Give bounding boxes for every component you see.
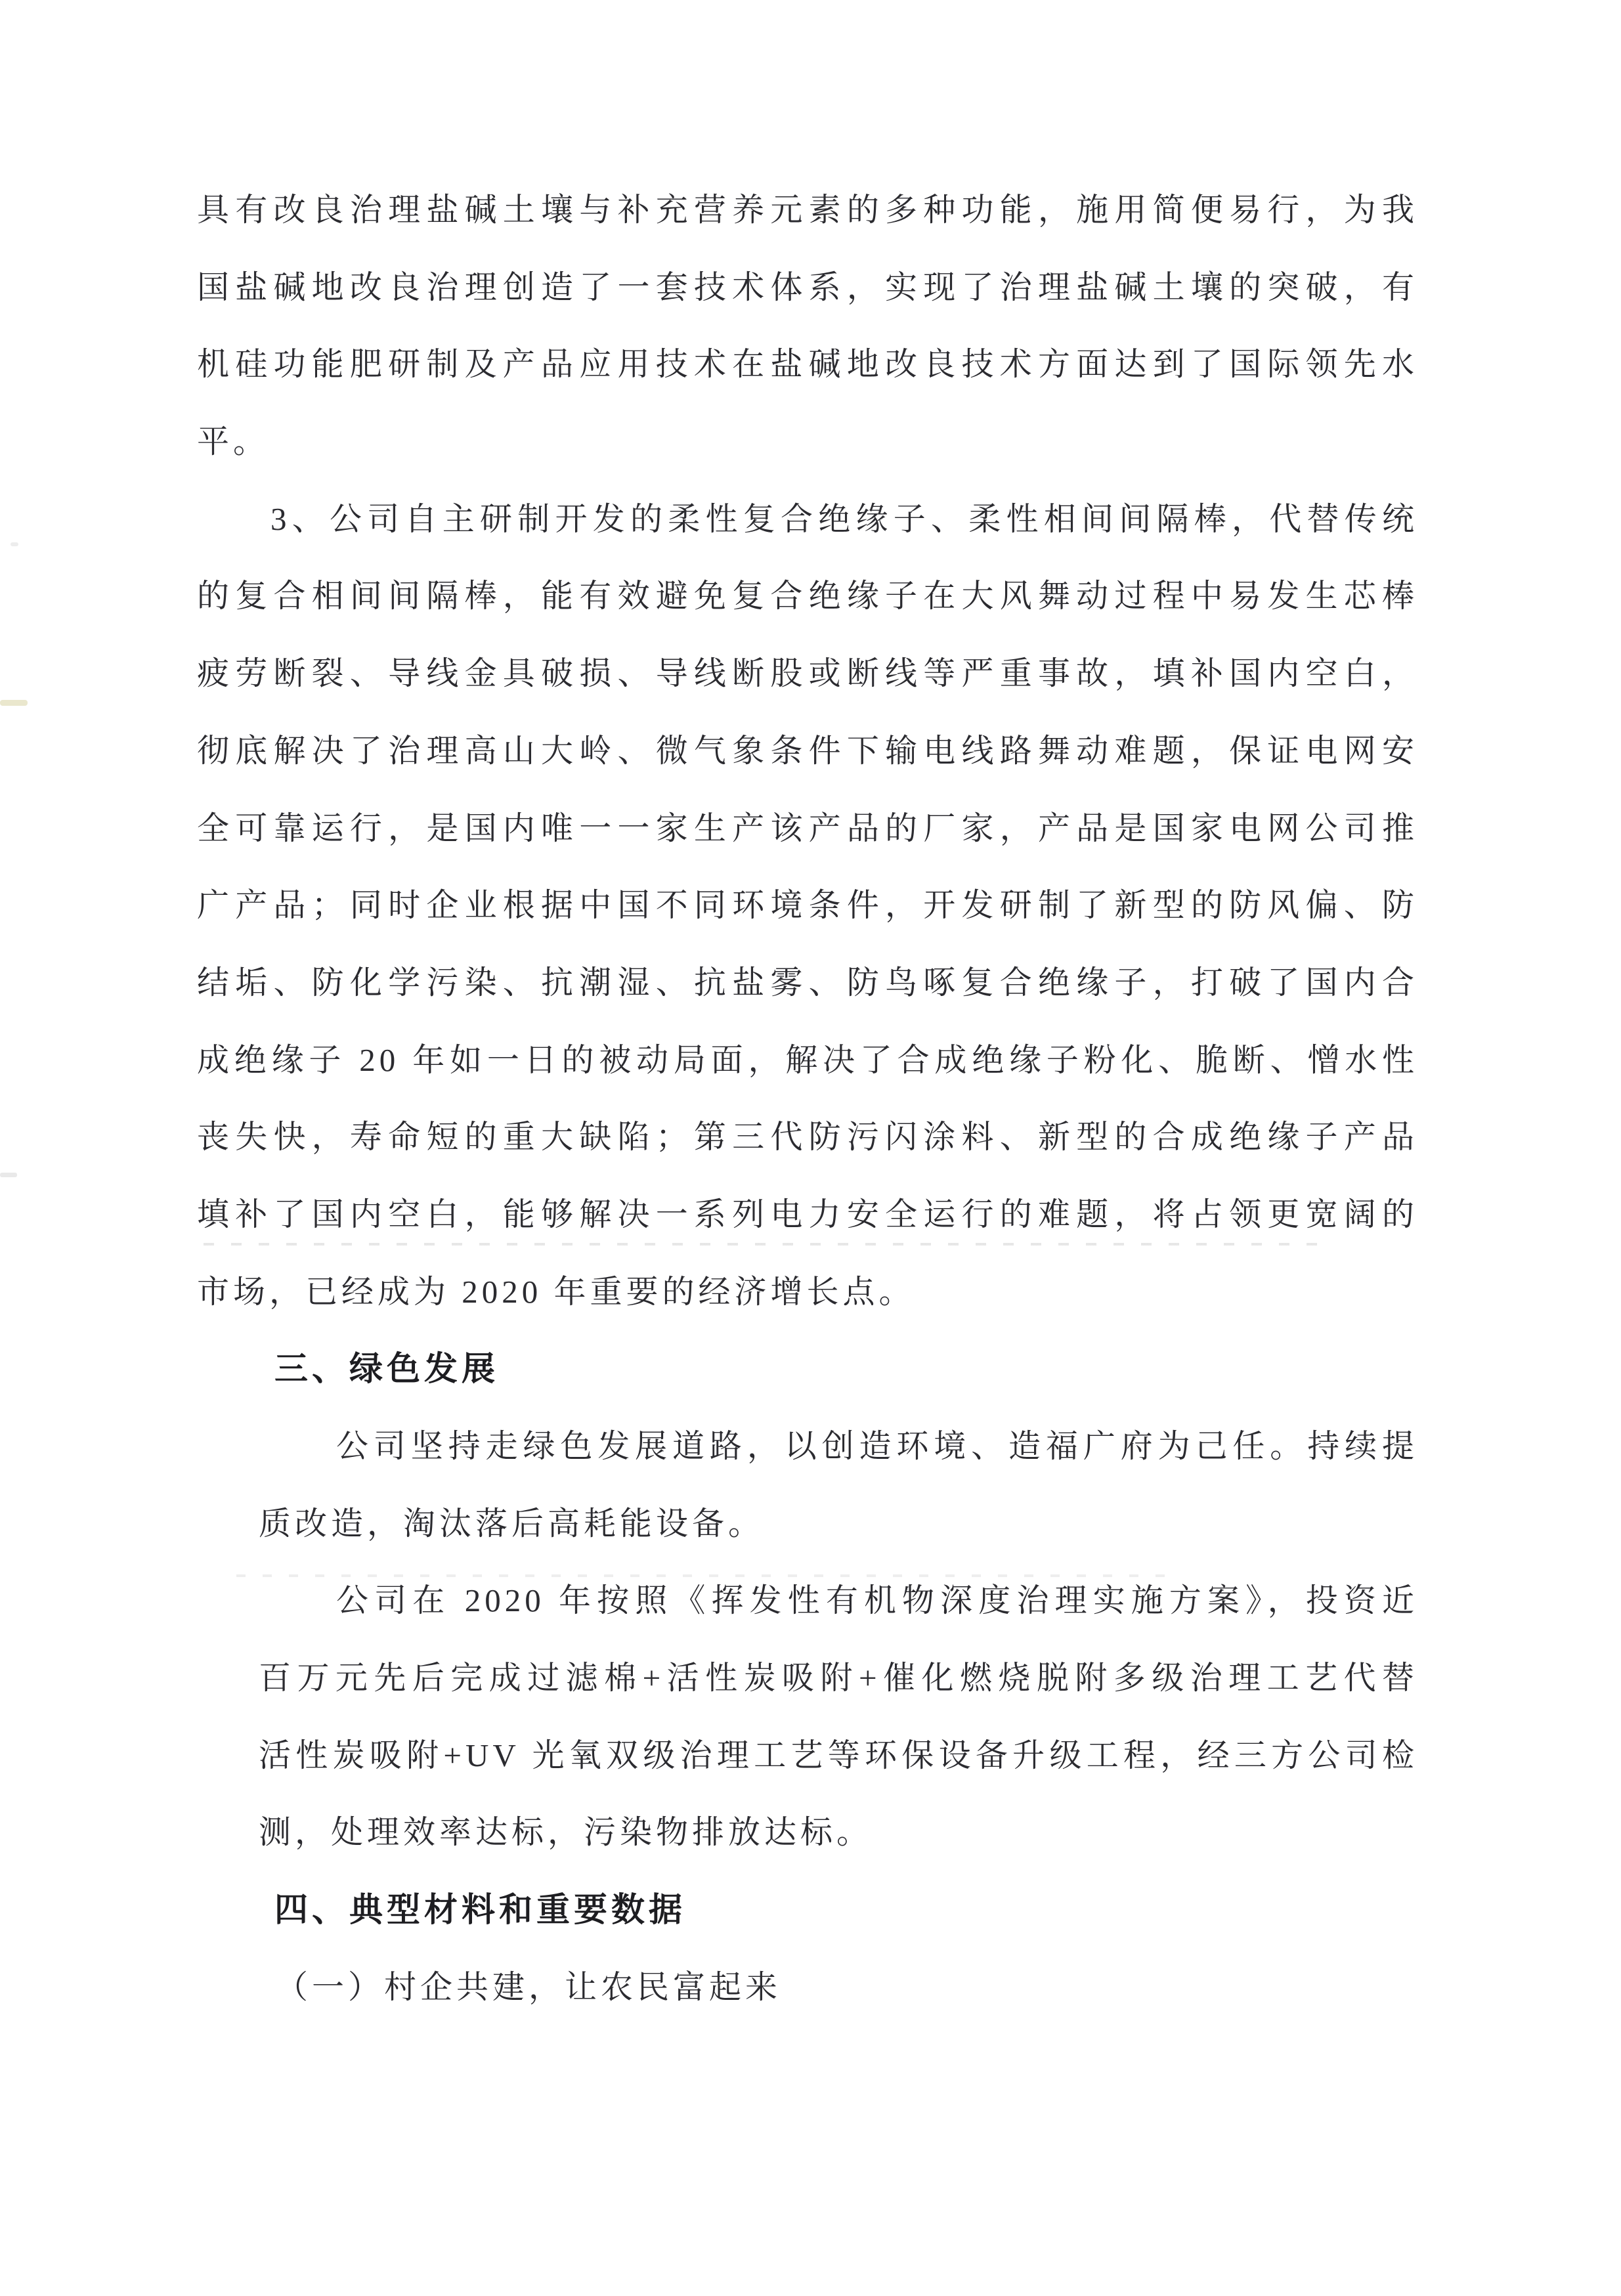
- scan-artifact-yellow-dash: [0, 700, 28, 706]
- text-line: 平。: [197, 423, 270, 460]
- text-block: [197, 171, 1418, 2026]
- text-line: 公司坚持走绿色发展道路，以创造环境、造福广府为己任。持续提: [336, 1428, 1418, 1464]
- text-line: 机硅功能肥研制及产品应用技术在盐碱地改良技术方面达到了国际领先水: [197, 346, 1418, 383]
- section-heading-typical-materials: [197, 1871, 1418, 1949]
- text-line: 丧失快，寿命短的重大缺陷；第三代防污闪涂料、新型的合成绝缘子产品: [197, 1119, 1418, 1156]
- text-line: 公司在 2020 年按照《挥发性有机物深度治理实施方案》，投资近: [336, 1582, 1418, 1619]
- heading-text: 四、典型材料和重要数据: [274, 1891, 687, 1929]
- text-line: 的复合相间间隔棒，能有效避免复合绝缘子在大风舞动过程中易发生芯棒: [197, 578, 1418, 615]
- text-line: 百万元先后完成过滤棉+活性炭吸附+催化燃烧脱附多级治理工艺代替: [259, 1660, 1418, 1697]
- text-line: 具有改良治理盐碱土壤与补充营养元素的多种功能，施用简便易行，为我: [197, 192, 1418, 228]
- paragraph-village-enterprise: [197, 1949, 1418, 2026]
- scan-artifact-speck: [0, 1173, 17, 1177]
- paragraph-voc-treatment: [259, 1562, 1418, 1871]
- text-line: 彻底解决了治理高山大岭、微气象条件下输电线路舞动难题，保证电网安: [197, 732, 1418, 769]
- text-line: 3、公司自主研制开发的柔性复合绝缘子、柔性相间间隔棒，代替传统: [270, 500, 1418, 537]
- heading-text: 三、绿色发展: [274, 1350, 500, 1388]
- text-line: 市场，已经成为 2020 年重要的经济增长点。: [197, 1273, 915, 1310]
- text-line: 成绝缘子 20 年如一日的被动局面，解决了合成绝缘子粉化、脆断、憎水性: [197, 1041, 1418, 1078]
- text-line: 结垢、防化学污染、抗潮湿、抗盐雾、防鸟啄复合绝缘子，打破了国内合: [197, 964, 1418, 1001]
- text-line: 疲劳断裂、导线金具破损、导线断股或断线等严重事故，填补国内空白，: [197, 655, 1418, 692]
- text-line: 活性炭吸附+UV 光氧双级治理工艺等环保设备升级工程，经三方公司检: [259, 1737, 1418, 1773]
- text-line: 广产品；同时企业根据中国不同环境条件，开发研制了新型的防风偏、防: [197, 887, 1418, 924]
- text-line: （一）村企共建，让农民富起来: [276, 1968, 782, 2005]
- scan-artifact-speck: [11, 542, 18, 546]
- text-line: 测，处理效率达标，污染物排放达标。: [259, 1814, 873, 1851]
- paragraph-item-3-insulators: [197, 481, 1418, 1331]
- text-line: 填补了国内空白，能够解决一系列电力安全运行的难题，将占领更宽阔的: [197, 1196, 1418, 1232]
- paragraph-green-path: [259, 1408, 1418, 1562]
- paragraph-continued-from-previous-page: [197, 171, 1418, 481]
- text-line: 全可靠运行，是国内唯一一家生产该产品的厂家，产品是国家电网公司推: [197, 810, 1418, 846]
- text-line: 质改造，淘汰落后高耗能设备。: [259, 1505, 765, 1542]
- text-line: 国盐碱地改良治理创造了一套技术体系，实现了治理盐碱土壤的突破，有: [197, 269, 1418, 305]
- section-heading-green-development: [197, 1330, 1418, 1408]
